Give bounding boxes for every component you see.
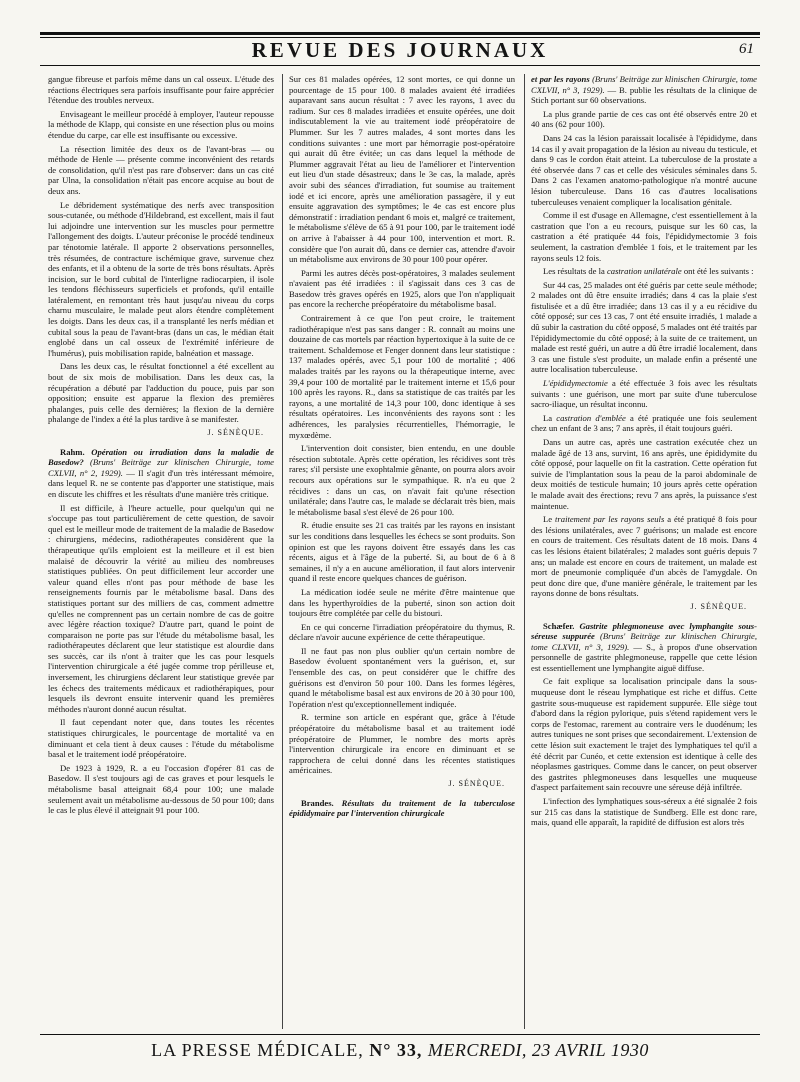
text-run: Le — [543, 514, 553, 525]
text-run: a été pratiqué 8 fois pour des lésions unilatérales, avec 7 guérisons; un malade est encore en cours de traitement. Ces résultats datent de 18 mois. Dans 4 cas les lésions étaient bilatérales; 2 malades sont guéris depuis 7 ans; un malade est encore en cours de traitement, un malade est mort de pneumonie compliquée d'un abcès de l'amygdale. On peut donc dire que, d'une manière générale, le traitement par les rayons donne de bons résultats. — [531, 514, 757, 599]
footer-text — [40, 1040, 760, 1061]
article-reference: (Bruns' Beiträge zur klinischen Chirurgie, tome CXLVII, n° 3, 1929). — [531, 74, 757, 95]
page-number: 61 — [739, 41, 754, 57]
emphasis: L'épididymectomie — [543, 378, 608, 389]
column-rule — [282, 74, 283, 1029]
paragraph: Sur 44 cas, 25 malades ont été guéris par cette seule méthode; 2 malades ont dû être ensuite irradiés; dans 4 cas la plaie s'est fistulisée et a dû être irradiée; dans 13 cas il y a eu récidive du côté opposé; sur ces 13 cas, 7 ont été ensuite irradiés, 1 malade a dû subir la castration du côté opposé, 5 malades ont été traités par l'épididymectomie du côté opposé; à la suite de ce traitement, un malade est resté guéri, un autre a dû être irradié localement, dans 3 cas une fistule s'est produite, un malade enfin a présenté une autre localisation tuberculeuse. — [531, 279, 757, 375]
paragraph: De 1923 à 1929, R. a eu l'occasion d'opérer 81 cas de Basedow. Il s'est toujours agi de cas graves et pour lesquels le métabolisme basal atteignait 68,4 pour 100; une malade seulement avait un métabolisme au-dessous de 50 pour 100; dans le cas le plus élevé il atteignait 91 pour 100. — [48, 762, 274, 816]
paragraph: Il ne faut pas non plus oublier qu'un certain nombre de Basedow évoluent spontanément vers la guérison, et, sur l'ensemble des cas, on peut considérer que le chiffre des guérisons est d'environ 50 pour 100. Dans les formes légères, quand le métabolisme basal est aux environs de 20 à 30 pour 100, l'opération n'est qu'exceptionnellement indiquée. — [289, 645, 515, 709]
paragraph: La médication iodée seule ne mérite d'être maintenue que dans les hyperthyroïdies de la puberté, sinon son action doit toujours être complétée par celle du bistouri. — [289, 586, 515, 619]
author-signature: J. SÉNÈQUE. — [207, 428, 264, 437]
journal-page — [40, 22, 760, 1062]
page-title: REVUE DES JOURNAUX — [251, 38, 549, 62]
column-rule — [524, 74, 525, 1029]
text-run: ont été les suivants : — [683, 266, 754, 277]
paragraph: R. étudie ensuite ses 21 cas traités par les rayons en insistant sur les conditions dans lesquelles les échecs se sont produits. Son opinion est que les rayons doivent être essayés dans les cas récents, aigus et à l'âge de la puberté. Si, au bout de 6 à 8 semaines, il n'y a en aucune amélioration, il faut alors intervenir quand il reste encore quelques chances de guérison. — [289, 520, 515, 584]
text-run: a été effectuée 3 fois avec les résultats suivants : une guérison, une mort par suite d'une tuberculose sacro-iliaque, un résultat inconnu. — [531, 378, 757, 410]
page-header — [40, 22, 760, 70]
column-right — [531, 74, 757, 1029]
paragraph: La résection limitée des deux os de l'avant-bras — ou méthode de Henle — présente comme inconvénient des retards de consolidation, qu'il n'est pas rare d'observer: dans un cas cité par Ulna, la consolidation n'était pas encore acquise au bout de deux ans. — [48, 143, 274, 196]
article-lead: — B. publie les résultats de la clinique de Stich portant sur 60 observations. — [531, 84, 757, 106]
page-footer — [40, 1034, 760, 1062]
header-rule-bottom — [40, 65, 760, 66]
article-title: Opération ou irradiation dans la maladie de Basedow? — [48, 446, 274, 468]
footer-rule — [40, 1034, 760, 1035]
article-author: Schæfer. — [543, 620, 575, 631]
article-title-continued: et par les rayons — [531, 74, 590, 84]
text-run: a été pratiquée une fois seulement chez un enfant de 3 ans; 7 ans après, il était toujours guéri. — [531, 412, 757, 434]
emphasis: castration d'emblée — [556, 412, 626, 423]
author-signature: J. SÉNÈQUE. — [448, 779, 505, 788]
emphasis: castration unilatérale — [606, 266, 682, 277]
paragraph: Il est difficile, à l'heure actuelle, pour quelqu'un qui ne s'occupe pas tout particulièrement de cette question, de savoir quel est le meilleur mode de traitement de la maladie de Basedow : chirurgiens, médecins, radiothérapeutes considèrent que la thérapeutique qu'ils emploient est la meilleure et il est bien malaisé de découvrir la vérité au milieu des nombreuses statistiques publiées. On peut difficilement leur accorder une valeur quand elles n'ont pas pour méthode de base les renseignements fournis par le métabolisme basal. Dans des statistiques portant sur des milliers de cas, comment admettre qu'elles ne comprennent pas un certain nombre de cas de goitre avec légère réaction toxique? D'autre part, quand le point de comparaison ne porte pas sur l'étude du métabolisme basal, les radiothérapeutes déclarent que leur statistique est alourdie dans ses succès, car ils n'ont à traiter que les cas pour lesquels l'intervention chirurgicale a été jugée comme trop périlleuse et, inversement, les chirurgiens déclarent leur statistique grevée par les échecs des traitements médicaux et radiothérapiques, pour lesquels ils devront ensuite intervenir quand les premières méthodes n'auront donné aucun résultat. — [48, 502, 274, 714]
paragraph: Parmi les autres décès post-opératoires, 3 malades seulement n'avaient pas été irradiées : il s'agissait dans ces 3 cas de Basedow très graves opérés en 1925, alors que l'on n'appliquait pas encore la recherche préopératoire du métabolisme basal. — [289, 267, 515, 310]
paragraph — [531, 378, 757, 410]
article-author: Rahm. — [60, 446, 85, 457]
article-heading-continued — [531, 74, 757, 106]
article-reference: (Bruns' Beiträge zur klinischen Chirurgie, tome CXLVII, n° 2, 1929). — [48, 457, 274, 478]
paragraph: Le débridement systématique des nerfs avec transposition sous-cutanée, ou méthode d'Hildebrand, est excellent, mais il faut lui adjoindre une intervention sur les muscles pour permettre l'allongement des doigts. L'auteur préconise le procédé tendineux par ténotomie latérale. Il apporte 2 observations personnelles, très résumées, de contracture ischémique grave, survenue chez des enfants, et il a obtenu de la sorte de très bons résultats. Après incision, sur le bord cubital de l'interligne radiocarpien, il isole les tendons fléchisseurs superficiels et profonds, qu'il entaille latéralement, en remontant très haut jusqu'au niveau du corps charnu musculaire, le malade peut alors étendre complètement les doigts. Dans les deux cas, il a transplanté les nerfs médian et cubital sous la peau de l'avant-bras (dans un cas, le médian était englobé dans un cal osseux de l'extrémité inférieure de l'humérus), puis mobilisation rapide, balnéation et massage. — [48, 199, 274, 358]
paragraph: Sur ces 81 malades opérées, 12 sont mortes, ce qui donne un pourcentage de 15 pour 100. 8 malades avaient été irradiées auparavant sans aucun résultat : 7 avec les rayons, 1 avec du radium. Sur ces 8 malades irradiées et ensuite opérées, une doit indiscutablement la vie au traitement iodé préopératoire de Plummer. Sur les 7 autres malades, 4 sont mortes dans les conditions suivantes : une mort par hémorragie post-opératoire qui aurait dû être évitée; un cas dans lequel la méthode de Plummer aggravait l'état au lieu de l'améliorer et l'intervention eut lieu d'un stade désastreux; dans le 3e cas, la malade, après avoir subi des séances d'irradiation, fut soumise au traitement iodé et ici encore, après une amélioration passagère, il y eut ensuite aggravation des symptômes; le 4e cas est encore plus démonstratif : irradiation pendant 6 mois et, malgré ce traitement, le métabolisme s'élève de 65 à 91 pour 100, par le traitement iodé on arrive à l'abaisser à 44 pour 100, intervention et mort. R. considère que l'on aurait dû, dans ce dernier cas, attendre d'avoir un métabolisme aux environs de 30 pour 100 pour opérer. — [289, 74, 515, 265]
paragraph: En ce qui concerne l'irradiation préopératoire du thymus, R. déclare n'avoir aucune expérience de cette thérapeutique. — [289, 621, 515, 643]
article-title: Gastrite phlegmoneuse avec lymphangite sous-séreuse suppurée — [531, 620, 757, 642]
article-heading — [531, 621, 757, 674]
issue-date: MERCREDI, 23 AVRIL 1930 — [427, 1040, 649, 1060]
header-rule-thick — [40, 32, 760, 35]
article-heading — [289, 798, 515, 819]
paragraph: La plus grande partie de ces cas ont été observés entre 20 et 40 ans (62 pour 100). — [531, 108, 757, 130]
paragraph — [531, 266, 757, 277]
paragraph: Dans un autre cas, après une castration exécutée chez un malade âgé de 13 ans, survint, 16 ans après, une épididymite du côté opposé, pour laquelle on fit la castration. Cette opération fut suivie de l'implantation sous la peau de la paroi abdominale de deux moitiés de testicule humain; 10 jours après cette opération le malade avait des érections; revu 7 ans après, la puissance s'est maintenue. — [531, 437, 757, 511]
issue-number: N° 33, — [369, 1040, 423, 1060]
article-reference: (Bruns' Beiträge zur klinischen Chirurgie, tome CLXVII, n° 3, 1929). — [531, 631, 757, 652]
paragraph — [531, 514, 757, 599]
article-lead: — Il s'agit d'un très intéressant mémoire, dans lequel R. ne se contente pas d'apporter une statistique, mais en discute les chiffres et les résultats d'une manière très critique. — [48, 467, 274, 499]
article-heading — [48, 447, 274, 500]
paragraph: L'intervention doit consister, bien entendu, en une double résection subtotale. Après cette opération, les récidives sont très rares; s'il persiste une exophtalmie gênante, on pourra alors avoir recours aux opérations sur le sympathique. R. n'a eu que 2 récidives : dans un cas, on n'avait fait qu'une résection unilatérale; dans l'autre cas, le malade se déclarait très bien, mais le métabolisme basal s'est élevé de 26 pour 100. — [289, 443, 515, 517]
text-run: Les résultats de la — [543, 266, 605, 277]
paragraph: Ce fait explique sa localisation principale dans la sous-muqueuse dont le réseau lymphatique est riche et diffus. Cette gastrite sous-muqueuse est rapidement suppurée. Elle siège tout d'abord dans la région pylorique, puis s'étend rapidement vers le corps de l'estomac, rarement au contraire vers le duodénum; les autres tuniques ne sont prises que secondairement. L'extension de cette lésion suit exactement le trajet des lymphatiques tel qu'il a été décrit par Cunéo, et cette extension est identique à celle des néoplasmes gastriques. Comme dans le cancer, on peut observer des gastrites phlegmoneuses dans lesquelles une muqueuse d'aspect parfaitement sain recouvre une séreuse déjà infiltrée. — [531, 676, 757, 793]
paragraph: L'infection des lymphatiques sous-séreux a été signalée 2 fois sur 215 cas dans la statistique de Sundberg. Elle est donc rare, mais, quand elle apparaît, la rapidité de diffusion est alors très — [531, 796, 757, 828]
paragraph: Contrairement à ce que l'on peut croire, le traitement radiothérapique n'est pas sans danger : R. connaît au moins une douzaine de cas mortels par réaction hypertoxique à la suite de ce traitement. Schaldemose et Fenger donnent dans leur statistique : 137 malades opérés, avec 5,1 pour 100 de mortalité ; 406 malades traités par les rayons ou la thérapeutique interne, avec 39,4 pour 100 de mortalité par le traitement interne et 15,6 pour 100 après les rayons. R., dans sa statistique de cas traités par les rayons, a une mortalité de 14,3 pour 100, donc identique à ses résultats opératoires. Les inconvénients des rayons sont : les adhérences, les paralysies récurrentielles, l'hémorragie, le myxœdème. — [289, 313, 515, 440]
paragraph: Comme il est d'usage en Allemagne, c'est essentiellement à la castration que l'on a eu recours, puisque sur les 60 cas, la castration a été pratiquée 44 fois, l'épididymectomie 3 fois seulement, la castration d'emblée 1 fois, et le traitement par les rayons seuls 12 fois. — [531, 210, 757, 263]
paragraph: gangue fibreuse et parfois même dans un cal osseux. L'étude des réactions électriques sera parfois insuffisante pour faire apprécier l'étendue des troubles nerveux. — [48, 74, 274, 106]
paragraph: Envisageant le meilleur procédé à employer, l'auteur repousse la méthode de Klapp, qui consiste en une résection plus ou moins étendue du carpe, car elle est insuffisante ou excessive. — [48, 108, 274, 140]
column-middle — [289, 74, 515, 1029]
article-lead: — S., à propos d'une observation personnelle de gastrite phlegmoneuse, rappelle que cette lésion est essentiellement une lymphangite aiguë diffuse. — [531, 641, 757, 673]
article-columns — [40, 74, 760, 1029]
emphasis: traitement par les rayons seuls — [555, 514, 665, 525]
article-author: Brandes. — [301, 797, 334, 808]
paragraph: Dans les deux cas, le résultat fonctionnel a été excellent au bout de six mois de mobilisation. Dans les deux cas, la récupération a débuté par l'adduction du pouce, puis par son opposition; ensuite est apparue la flexion des premières phalanges, puis celle des dernières; la flexion de la dernière phalange de l'index a été la plus tardive à se manifester. — [48, 361, 274, 425]
column-left — [48, 74, 274, 1029]
journal-name: LA PRESSE MÉDICALE, — [151, 1040, 364, 1060]
paragraph: R. termine son article en espérant que, grâce à l'étude préopératoire du métabolisme basal et au traitement iodé préopératoire de Plummer, le nombre des morts après l'intervention chirurgicale ira encore en diminuant et se rapprochera de celui donné dans les récentes statistiques américaines. — [289, 712, 515, 776]
paragraph — [531, 413, 757, 434]
text-run: La — [543, 412, 553, 423]
author-signature: J. SÉNÈQUE. — [690, 601, 747, 611]
paragraph: Il faut cependant noter que, dans toutes les récentes statistiques chirurgicales, le pourcentage de mortalité va en diminuant et cela tient à deux causes : l'étude du métabolisme basal et le traitement iodé préopératoire. — [48, 717, 274, 760]
article-title: Résultats du traitement de la tuberculose épididymaire par l'intervention chirurgicale — [289, 797, 515, 819]
paragraph: Dans 24 cas la lésion paraissait localisée à l'épididyme, dans 14 cas il y avait propagation de la lésion au niveau du testicule, et dans 9 cas le cordon était atteint. La tuberculose de la prostate a été observée dans 7 cas et celle des vésicules séminales dans 5. Dans 2 cas l'examen anatomo-pathologique n'a montré aucune lésion tuberculeuse. Dans 16 cas d'autres localisations tuberculeuses venaient compliquer la localisation génitale. — [531, 132, 757, 207]
